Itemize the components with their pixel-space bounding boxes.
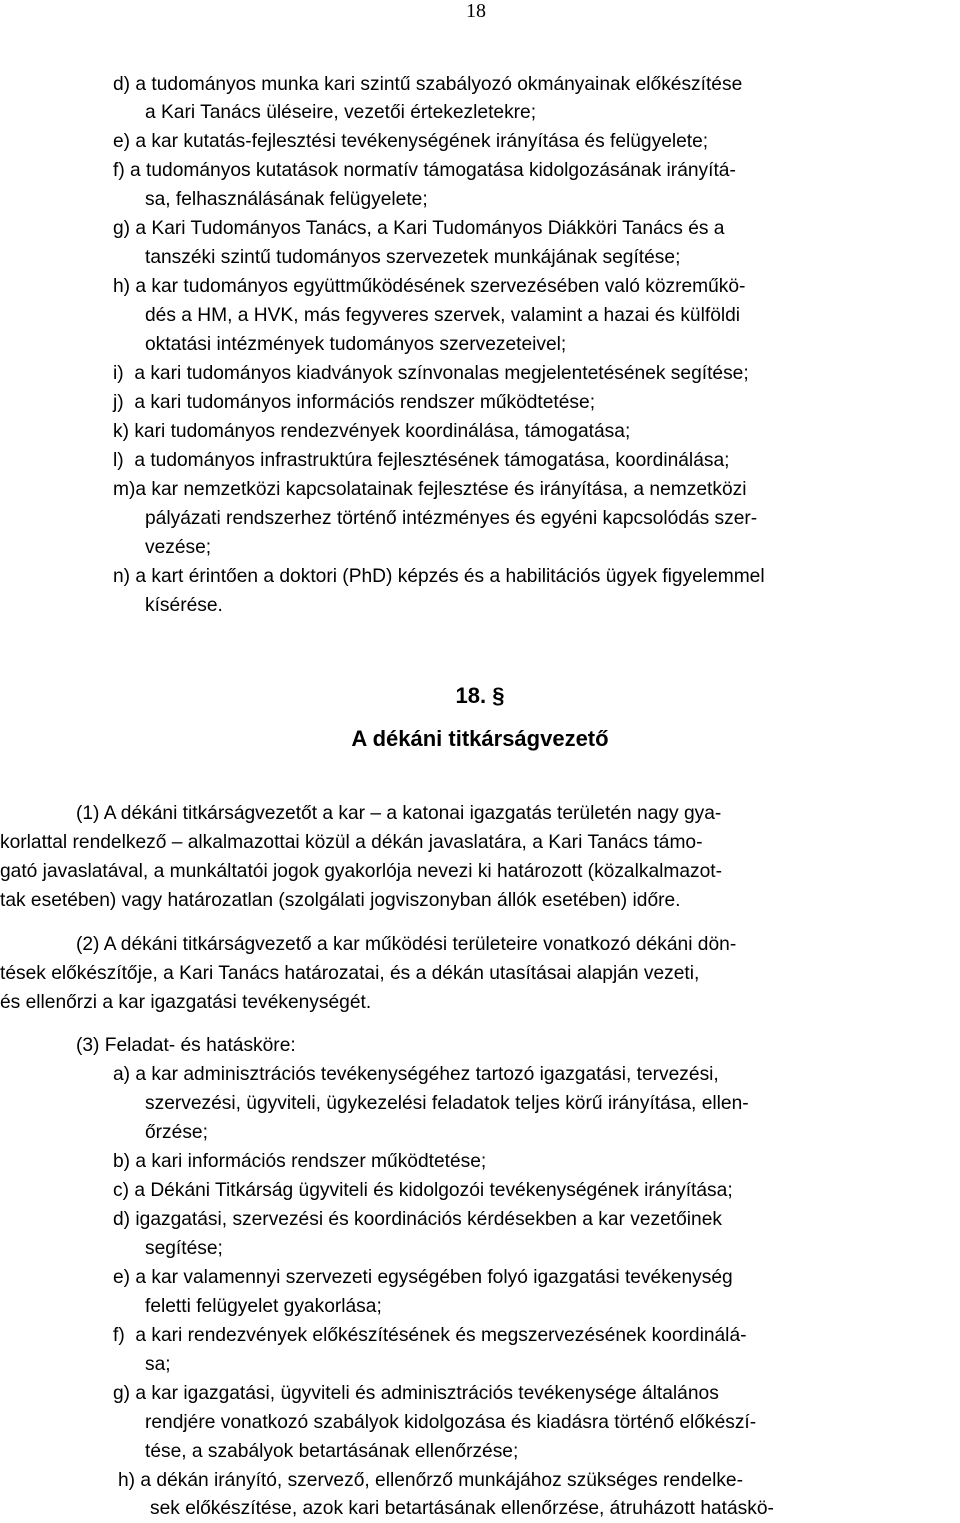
paragraph-2-line-1: (2) A dékáni titkárságvezető a kar működési területeire vonatkozó dékáni dön- — [76, 934, 737, 955]
section-number: 18. § — [455, 683, 505, 708]
task-item-g-line-1: g) a kar igazgatási, ügyviteli és adminisztrációs tevékenysége általános — [113, 1383, 719, 1404]
task-item-c-line-1: c) a Dékáni Titkárság ügyviteli és kidolgozói tevékenységének irányítása; — [113, 1180, 733, 1201]
task-item-e-line-1: e) a kar valamennyi szervezeti egységében folyó igazgatási tevékenység — [113, 1267, 733, 1288]
list-item-h-line-3: oktatási intézmények tudományos szervezeteivel; — [145, 334, 567, 355]
task-item-h-line-2: sek előkészítése, azok kari betartásának ellenőrzése, átruházott hatáskö- — [150, 1498, 774, 1519]
list-item-d-line-2: a Kari Tanács üléseire, vezetői értekezletekre; — [145, 102, 537, 123]
list-item-d-line-1: d) a tudományos munka kari szintű szabályozó okmányainak előkészítése — [113, 74, 743, 95]
list-item-g-line-2: tanszéki szintű tudományos szervezetek munkájának segítése; — [145, 247, 681, 268]
paragraph-1-line-1: (1) A dékáni titkárságvezetőt a kar – a katonai igazgatás területén nagy gya- — [76, 803, 722, 824]
task-item-g-line-3: tése, a szabályok betartásának ellenőrzése; — [145, 1441, 519, 1462]
paragraph-1-line-4: tak esetében) vagy határozatlan (szolgálati jogviszonyban állók esetében) időre. — [0, 890, 681, 911]
section-title: A dékáni titkárságvezető — [351, 726, 609, 751]
list-item-n-line-2: kísérése. — [145, 595, 223, 616]
list-item-l-line-1: l) a tudományos infrastruktúra fejlesztésének támogatása, koordinálása; — [113, 450, 730, 471]
task-item-f-line-1: f) a kari rendezvények előkészítésének és megszervezésének koordinálá- — [113, 1325, 747, 1346]
task-item-d-line-2: segítése; — [145, 1238, 223, 1259]
task-item-h-line-1: h) a dékán irányító, szervező, ellenőrző munkájához szükséges rendelke- — [118, 1470, 743, 1491]
list-item-h-line-2: dés a HM, a HVK, más fegyveres szervek, valamint a hazai és külföldi — [145, 305, 741, 326]
list-item-g-line-1: g) a Kari Tudományos Tanács, a Kari Tudományos Diákköri Tanács és a — [113, 218, 725, 239]
list-item-e-line-1: e) a kar kutatás-fejlesztési tevékenységének irányítása és felügyelete; — [113, 131, 709, 152]
page-number: 18 — [466, 0, 486, 22]
task-item-a-line-3: őrzése; — [145, 1122, 208, 1143]
task-item-g-line-2: rendjére vonatkozó szabályok kidolgozása és kiadásra történő előkészí- — [145, 1412, 757, 1433]
paragraph-3-line-1: (3) Feladat- és hatásköre: — [76, 1035, 296, 1056]
list-item-i-line-1: i) a kari tudományos kiadványok színvonalas megjelentetésének segítése; — [113, 363, 749, 384]
task-item-f-line-2: sa; — [145, 1354, 171, 1375]
task-item-d-line-1: d) igazgatási, szervezési és koordinációs kérdésekben a kar vezetőinek — [113, 1209, 722, 1230]
list-item-f-line-1: f) a tudományos kutatások normatív támogatása kidolgozásának irányítá- — [113, 160, 736, 181]
task-item-a-line-2: szervezési, ügyviteli, ügykezelési feladatok teljes körű irányítása, ellen- — [145, 1093, 749, 1114]
task-item-b-line-1: b) a kari információs rendszer működtetése; — [113, 1151, 487, 1172]
paragraph-1-line-3: gató javaslatával, a munkáltatói jogok gyakorlója nevezi ki határozott (közalkalmazot- — [0, 861, 723, 882]
list-item-h-line-1: h) a kar tudományos együttműködésének szervezésében való közreműkö- — [113, 276, 746, 297]
list-item-f-line-2: sa, felhasználásának felügyelete; — [145, 189, 428, 210]
paragraph-1-line-2: korlattal rendelkező – alkalmazottai közül a dékán javaslatára, a Kari Tanács támo- — [0, 832, 703, 853]
list-item-m-line-3: vezése; — [145, 537, 212, 558]
task-item-e-line-2: feletti felügyelet gyakorlása; — [145, 1296, 382, 1317]
list-item-m-line-1: m)a kar nemzetközi kapcsolatainak fejlesztése és irányítása, a nemzetközi — [113, 479, 747, 500]
paragraph-2-line-3: és ellenőrzi a kar igazgatási tevékenységét. — [0, 992, 372, 1013]
list-item-k-line-1: k) kari tudományos rendezvények koordinálása, támogatása; — [113, 421, 631, 442]
task-item-a-line-1: a) a kar adminisztrációs tevékenységéhez tartozó igazgatási, tervezési, — [113, 1064, 719, 1085]
paragraph-2-line-2: tések előkészítője, a Kari Tanács határozatai, és a dékán utasításai alapján vezeti, — [0, 963, 700, 984]
list-item-j-line-1: j) a kari tudományos információs rendszer működtetése; — [113, 392, 596, 413]
list-item-m-line-2: pályázati rendszerhez történő intézményes és egyéni kapcsolódás szer- — [145, 508, 758, 529]
list-item-n-line-1: n) a kart érintően a doktori (PhD) képzés és a habilitációs ügyek figyelemmel — [113, 566, 765, 587]
